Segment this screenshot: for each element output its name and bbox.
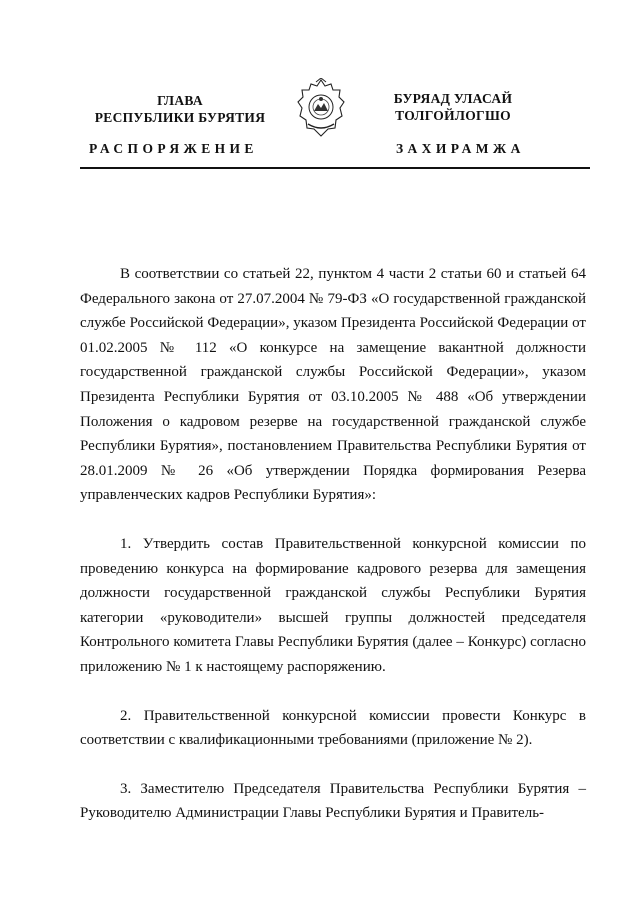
header-left-title: ГЛАВА	[157, 93, 203, 108]
header-right-subtitle: ТОЛГОЙЛОГШО	[395, 108, 511, 123]
doc-type-russian: РАСПОРЯЖЕНИЕ	[89, 141, 258, 156]
header-divider	[80, 167, 590, 169]
doc-type-buryat: ЗАХИРАМЖА	[396, 141, 525, 156]
header-left	[80, 92, 280, 126]
header-right-title: БУРЯАД УЛАСАЙ	[393, 91, 513, 106]
header-right	[368, 90, 538, 124]
clause-2-paragraph: 2. Правительственной конкурсной комиссии провести Конкурс в соответствии с квалификационными требованиями (приложение № 2).	[80, 707, 586, 749]
header-left-subtitle: РЕСПУБЛИКИ БУРЯТИЯ	[94, 110, 266, 125]
document-body	[80, 262, 586, 826]
preamble-paragraph: В соответствии со статьей 22, пунктом 4 части 2 статьи 60 и статьей 64 Федерального закона от 27.07.2004 № 79-ФЗ «О государственной гражданской службе Российской Федерации», указом Президента Российской Федерации от 01.02.2005 № 112 «О конкурсе на замещение вакантной должности государственной гражданской службы Российской Федерации», указом Президента Республики Бурятия от 03.10.2005 № 488 «Об утверждении Положения о кадровом резерве на государственной гражданской службе Республики Бурятия», постановлением Правительства Республики Бурятия от 28.01.2009 № 26 «Об утверждении Порядка формирования Резерва управленческих кадров Республики Бурятия»:	[80, 266, 586, 504]
clause-1-paragraph: 1. Утвердить состав Правительственной конкурсной комиссии по проведению конкурса на формирование кадрового резерва для замещения должности государственной гражданской службы Республики Бурятия категории «руководители» высшей группы должностей председателя Контрольного комитета Главы Республики Бурятия (далее – Конкурс) согласно приложению № 1 к настоящему распоряжению.	[80, 535, 586, 675]
clause-3-paragraph: 3. Заместителю Председателя Правительства Республики Бурятия – Руководителю Администрации Главы Республики Бурятия и Правитель-	[80, 780, 586, 822]
coat-of-arms-icon	[296, 78, 346, 142]
